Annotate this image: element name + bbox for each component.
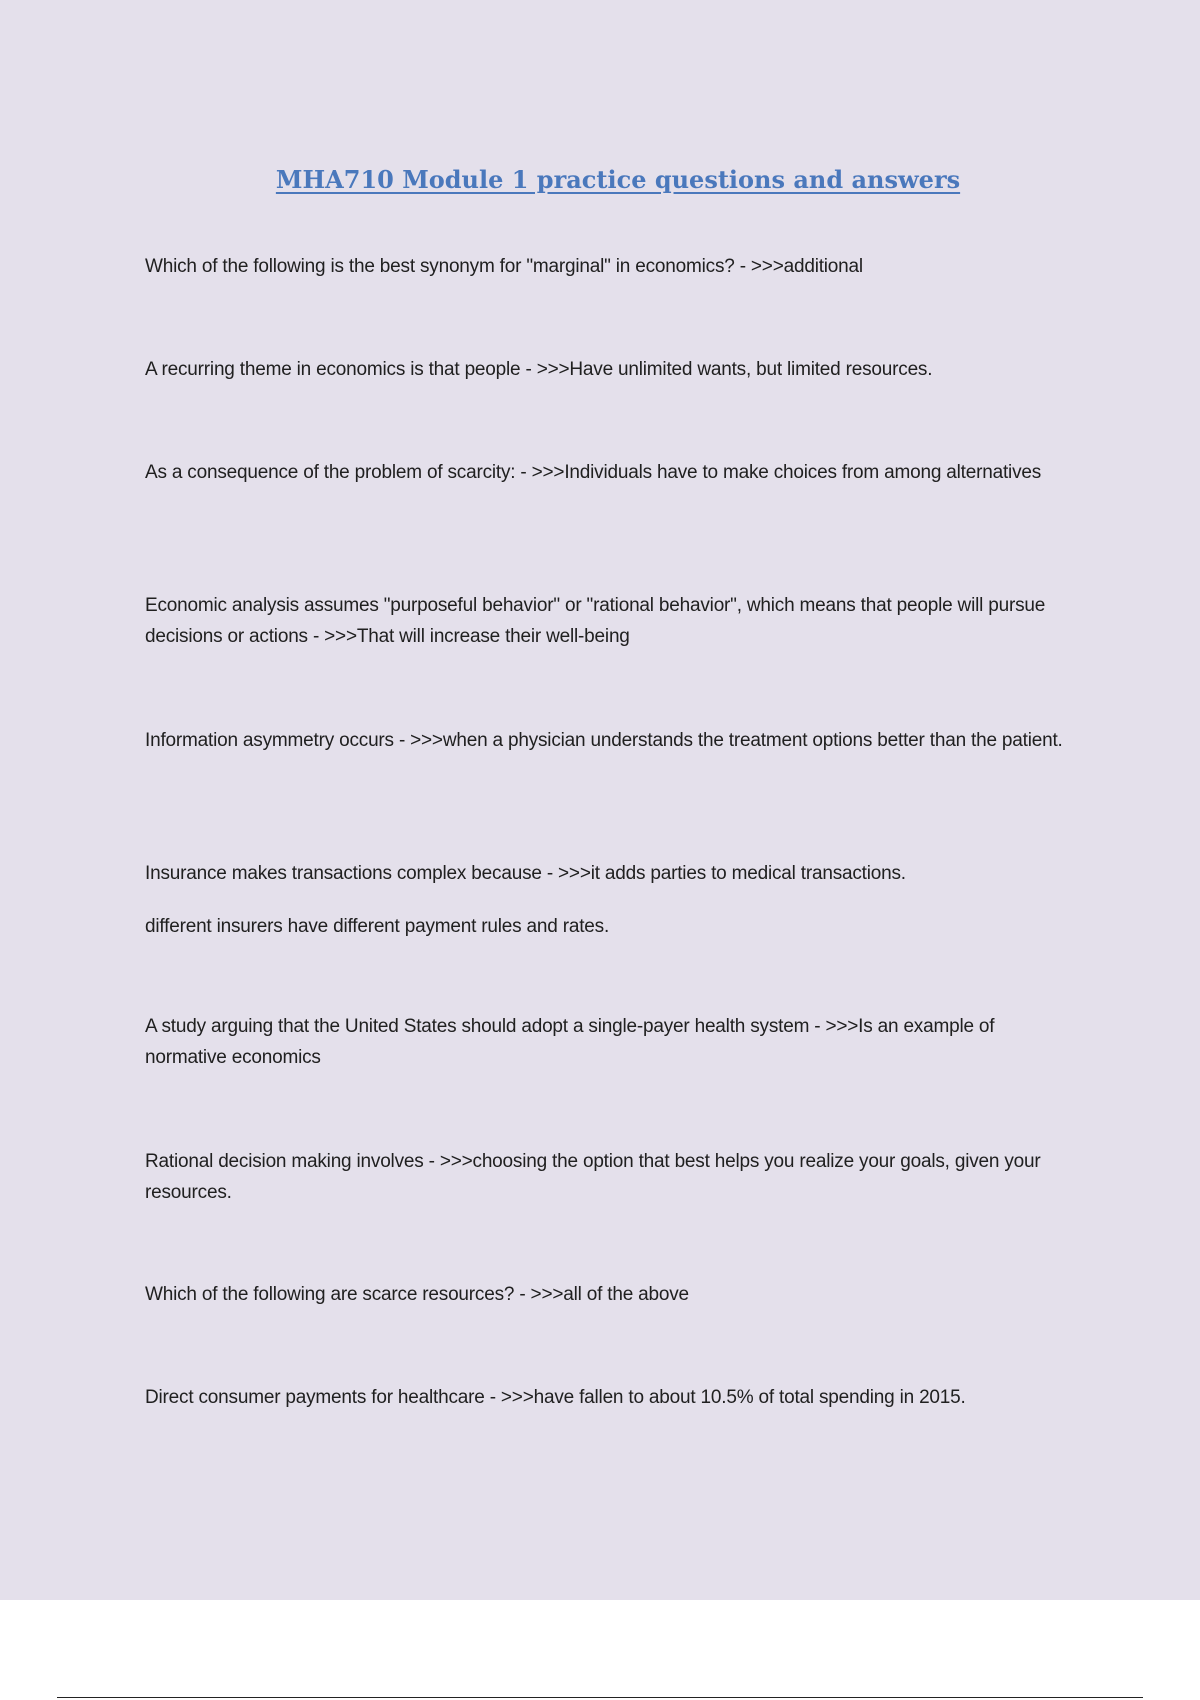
qa-entry-single-payer: A study arguing that the United States should adopt a single-payer health system - >>>Is an example of normative economics [145, 1016, 995, 1068]
qa-entry-scarce-resources: Which of the following are scarce resources? - >>>all of the above [145, 1284, 689, 1305]
qa-entry-marginal: Which of the following is the best synonym for "marginal" in economics? - >>>additional [145, 256, 863, 277]
qa-entry-rational-decision: Rational decision making involves - >>>choosing the option that best helps you realize your goals, given your resources. [145, 1151, 1041, 1203]
qa-entry-scarcity: As a consequence of the problem of scarcity: - >>>Individuals have to make choices from among alternatives [145, 462, 1042, 483]
qa-entry-direct-payments: Direct consumer payments for healthcare - >>>have fallen to about 10.5% of total spending in 2015. [145, 1387, 966, 1408]
qa-entry-insurance-complexity: Insurance makes transactions complex because - >>>it adds parties to medical transactions. [145, 863, 906, 884]
qa-entry-information-asymmetry: Information asymmetry occurs - >>>when a physician understands the treatment options better than the patient. [145, 730, 1063, 751]
qa-entry-insurers-rules: different insurers have different payment rules and rates. [145, 916, 610, 937]
qa-entry-rational-behavior: Economic analysis assumes "purposeful behavior" or "rational behavior", which means that people will pursue decisions or actions - >>>That will increase their well-being [145, 595, 1046, 647]
document-title: MHA710 Module 1 practice questions and answers [275, 165, 961, 194]
footer-rule [57, 1697, 1143, 1698]
qa-entry-recurring-theme: A recurring theme in economics is that people - >>>Have unlimited wants, but limited resources. [145, 359, 933, 380]
